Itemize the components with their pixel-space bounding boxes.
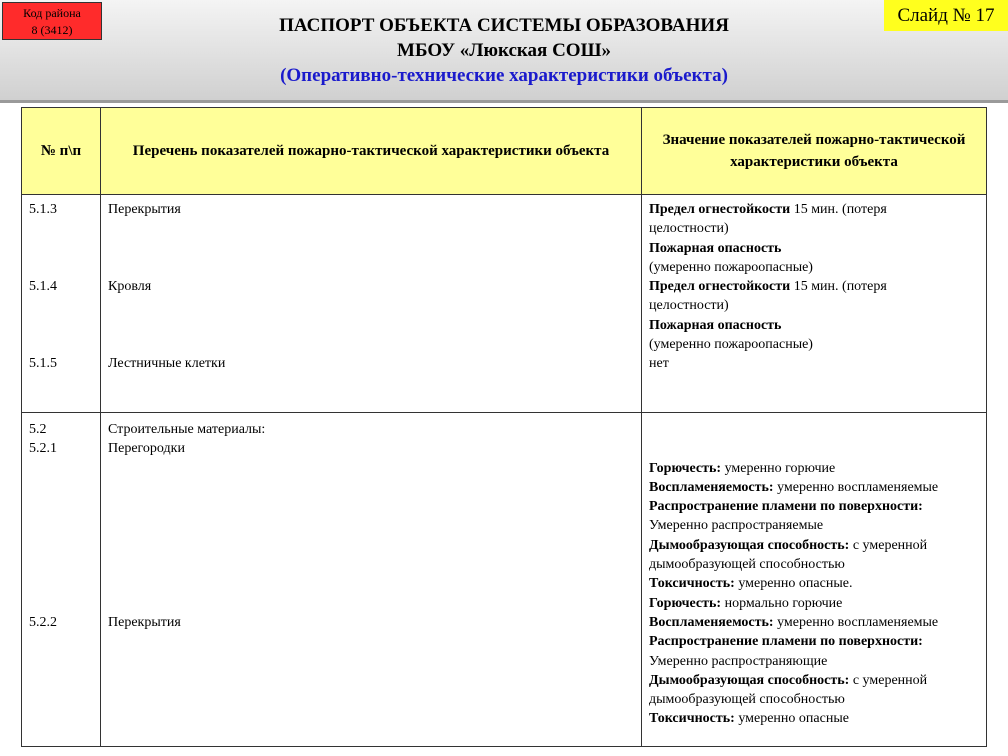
value-label: Распространение пламени по поверхности: [649, 634, 923, 650]
cell-line [29, 536, 93, 555]
value-text: дымообразующей способностью [649, 557, 845, 573]
cell-line: 5.1.3 [29, 202, 57, 217]
cell-line: Кровля [108, 279, 152, 295]
cell-line [649, 239, 979, 258]
value-text: (умеренно пожароопасные) [649, 337, 813, 353]
cell-line [29, 316, 93, 335]
cell-line: Перекрытия [108, 202, 181, 217]
table-row [22, 413, 987, 747]
cell-line [108, 536, 634, 555]
cell-line: 5.1.5 [29, 356, 57, 372]
cell-line [108, 296, 634, 315]
cell-line [108, 239, 634, 258]
cell-line [649, 335, 979, 354]
cell-line [29, 497, 93, 516]
name-cell [101, 195, 642, 413]
value-text: Умеренно распространяющие [649, 653, 828, 669]
cell-line [649, 652, 979, 671]
cell-line [649, 219, 979, 238]
value-text: с умеренной [849, 537, 928, 553]
value-label: Дымообразующая способность: [649, 672, 850, 688]
cell-line [649, 555, 979, 574]
cell-line [108, 316, 634, 335]
cell-line [108, 219, 634, 238]
slide-number-badge: Слайд № 17 [884, 0, 1008, 31]
cell-line [108, 335, 634, 354]
cell-line [649, 613, 979, 632]
slide-header [0, 0, 1008, 103]
cell-line [29, 335, 93, 354]
cell-line [649, 497, 979, 516]
table-header-row [22, 108, 987, 195]
cell-line: 5.2 [29, 422, 47, 437]
cell-line [649, 516, 979, 535]
cell-line: 5.1.4 [29, 279, 57, 295]
cell-line [108, 594, 634, 613]
value-label: Горючесть: [649, 460, 722, 476]
cell-line [649, 258, 979, 277]
column-header-indicator: Перечень показателей пожарно-тактической характеристики объекта [101, 108, 642, 195]
cell-line [108, 497, 634, 516]
cell-line [649, 709, 979, 728]
value-label: Пожарная опасность [649, 240, 782, 256]
cell-line [649, 594, 979, 613]
value-label: Дымообразующая способность: [649, 537, 850, 553]
cell-line [29, 574, 93, 593]
cell-line: 5.2.1 [29, 441, 57, 457]
cell-line [649, 671, 979, 690]
value-cell [642, 413, 987, 747]
cell-line [649, 354, 979, 373]
value-text: нет [649, 356, 669, 372]
value-label: Предел огнестойкости [649, 202, 791, 217]
value-label: Предел огнестойкости [649, 279, 791, 295]
value-text: умеренно воспламеняемые [773, 479, 939, 495]
cell-line [108, 555, 634, 574]
name-cell [101, 413, 642, 747]
cell-line [29, 555, 93, 574]
value-label: Токсичность: [649, 576, 735, 592]
value-text: умеренно опасные. [734, 576, 853, 592]
cell-line [649, 420, 979, 439]
district-code-label: Код района [23, 6, 81, 20]
cell-line [649, 316, 979, 335]
num-cell [22, 195, 101, 413]
value-label: Воспламеняемость: [649, 479, 774, 495]
cell-line [29, 219, 93, 238]
value-text: Умеренно распространяемые [649, 518, 824, 534]
cell-line [108, 258, 634, 277]
value-cell [642, 195, 987, 413]
cell-line [29, 258, 93, 277]
title-line-3: (Оперативно-технические характеристики объекта) [280, 65, 728, 86]
cell-line [29, 478, 93, 497]
value-text: умеренно опасные [734, 711, 849, 727]
cell-line [649, 200, 979, 219]
value-text: дымообразующей способностью [649, 692, 845, 708]
cell-line [649, 459, 979, 478]
value-label: Распространение пламени по поверхности: [649, 499, 923, 515]
cell-line [649, 277, 979, 296]
cell-line [649, 632, 979, 651]
value-text: 15 мин. (потеря [790, 279, 887, 295]
value-text: 15 мин. (потеря [790, 202, 887, 217]
characteristics-table [21, 107, 987, 747]
cell-line [29, 296, 93, 315]
title-line-2: МБОУ «Люкская СОШ» [397, 40, 611, 61]
column-header-number: № п\п [22, 108, 101, 195]
value-text: умеренно воспламеняемые [773, 614, 939, 630]
num-cell [22, 413, 101, 747]
district-code-value: 8 (3412) [31, 23, 73, 37]
cell-line [29, 594, 93, 613]
value-text: целостности) [649, 221, 729, 237]
cell-line: Строительные материалы: [108, 422, 266, 437]
table-row [22, 195, 987, 413]
value-label: Воспламеняемость: [649, 614, 774, 630]
page-title [0, 13, 1008, 88]
value-text: с умеренной [849, 672, 928, 688]
cell-line [649, 296, 979, 315]
cell-line: 5.2.2 [29, 614, 57, 630]
cell-line [29, 516, 93, 535]
title-line-1: ПАСПОРТ ОБЪЕКТА СИСТЕМЫ ОБРАЗОВАНИЯ [279, 15, 729, 36]
cell-line [649, 536, 979, 555]
value-text: умеренно горючие [721, 460, 836, 476]
value-label: Пожарная опасность [649, 317, 782, 333]
cell-line: Перекрытия [108, 614, 181, 630]
cell-line [29, 459, 93, 478]
cell-line [108, 574, 634, 593]
cell-line [649, 574, 979, 593]
column-header-value: Значение показателей пожарно-тактической характеристики объекта [642, 108, 987, 195]
value-label: Токсичность: [649, 711, 735, 727]
value-text: (умеренно пожароопасные) [649, 259, 813, 275]
value-text: нормально горючие [721, 595, 843, 611]
value-label: Горючесть: [649, 595, 722, 611]
cell-line [29, 239, 93, 258]
cell-line [108, 516, 634, 535]
value-text: целостности) [649, 298, 729, 314]
cell-line: Перегородки [108, 441, 185, 457]
cell-line [649, 478, 979, 497]
cell-line: Лестничные клетки [108, 356, 226, 372]
cell-line [108, 478, 634, 497]
cell-line [108, 459, 634, 478]
cell-line [649, 439, 979, 458]
cell-line [649, 690, 979, 709]
